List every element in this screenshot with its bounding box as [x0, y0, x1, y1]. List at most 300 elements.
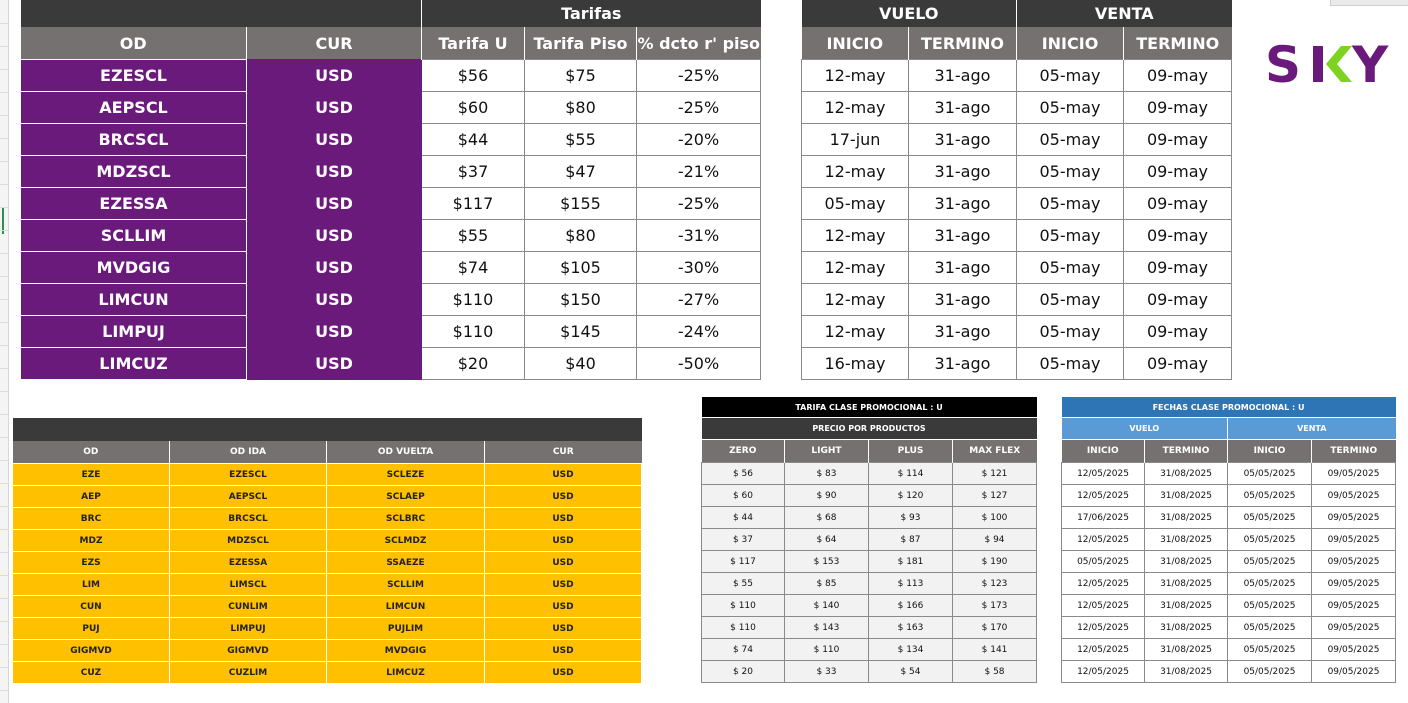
column-header-od[interactable]: OD: [13, 441, 170, 464]
sky-logo-y: Y: [1352, 38, 1389, 88]
table-cell[interactable]: $110: [422, 316, 525, 348]
table-cell[interactable]: 05-may: [1017, 60, 1124, 92]
table-cell[interactable]: EZESCL: [170, 464, 327, 486]
table-cell[interactable]: 31-ago: [909, 348, 1017, 380]
table-row: [1062, 463, 1396, 485]
od-table: [12, 418, 642, 684]
table-cell[interactable]: 16-may: [802, 348, 909, 380]
column-header-vuelo-inicio[interactable]: INICIO: [1062, 440, 1145, 463]
table-cell[interactable]: USD: [485, 640, 642, 662]
gutter-row-line: [0, 621, 8, 622]
table-cell[interactable]: $47: [525, 156, 637, 188]
table-cell[interactable]: LIMCUZ: [327, 662, 485, 684]
table-cell[interactable]: $ 94: [953, 529, 1037, 551]
table-cell[interactable]: 09/05/2025: [1312, 639, 1396, 661]
table-cell[interactable]: $ 140: [785, 595, 869, 617]
table-cell[interactable]: CUNLIM: [170, 596, 327, 618]
column-header-tarifa-u[interactable]: Tarifa U: [422, 27, 525, 60]
table-row: [702, 617, 1037, 639]
table-cell[interactable]: $ 68: [785, 507, 869, 529]
table-row: [802, 60, 1232, 92]
table-cell[interactable]: USD: [247, 60, 422, 92]
table-cell[interactable]: EZS: [13, 552, 170, 574]
tarifas-body: [21, 60, 761, 380]
table-row: [13, 486, 642, 508]
table-cell[interactable]: $80: [525, 220, 637, 252]
table-cell[interactable]: -30%: [637, 252, 761, 284]
table-cell[interactable]: 05-may: [1017, 124, 1124, 156]
table-row: [702, 639, 1037, 661]
table-cell[interactable]: USD: [485, 574, 642, 596]
promo-tarifa-title: TARIFA CLASE PROMOCIONAL : U: [702, 397, 1037, 418]
gutter-row-line: [0, 161, 8, 162]
table-cell[interactable]: 05-may: [802, 188, 909, 220]
table-cell[interactable]: USD: [485, 662, 642, 684]
table-cell[interactable]: $ 190: [953, 551, 1037, 573]
table-cell[interactable]: AEPSCL: [21, 92, 247, 124]
table-cell[interactable]: 12-may: [802, 284, 909, 316]
table-cell[interactable]: CUN: [13, 596, 170, 618]
table-cell[interactable]: BRCSCL: [170, 508, 327, 530]
promo-fechas-title: FECHAS CLASE PROMOCIONAL : U: [1062, 397, 1396, 418]
column-header-vuelo-termino[interactable]: TERMINO: [1145, 440, 1228, 463]
table-cell[interactable]: 31-ago: [909, 220, 1017, 252]
table-cell[interactable]: 31-ago: [909, 188, 1017, 220]
window-edge: [1330, 0, 1408, 6]
od-table-title-bar: [13, 418, 642, 441]
table-cell[interactable]: USD: [247, 156, 422, 188]
column-header-zero[interactable]: ZERO: [702, 440, 785, 463]
table-cell[interactable]: LIMPUJ: [170, 618, 327, 640]
table-cell[interactable]: $80: [525, 92, 637, 124]
venta-group-header: VENTA: [1017, 0, 1232, 27]
table-cell[interactable]: $ 74: [702, 639, 785, 661]
table-cell[interactable]: $20: [422, 348, 525, 380]
table-cell[interactable]: -25%: [637, 60, 761, 92]
table-cell[interactable]: PUJLIM: [327, 618, 485, 640]
table-cell[interactable]: $44: [422, 124, 525, 156]
table-cell[interactable]: 17/06/2025: [1062, 507, 1145, 529]
table-cell[interactable]: $ 110: [702, 617, 785, 639]
gutter-row-line: [0, 690, 8, 691]
table-cell[interactable]: $105: [525, 252, 637, 284]
table-cell[interactable]: AEPSCL: [170, 486, 327, 508]
table-row: [1062, 639, 1396, 661]
table-cell[interactable]: 31-ago: [909, 316, 1017, 348]
table-cell[interactable]: 05-may: [1017, 284, 1124, 316]
table-cell[interactable]: 09/05/2025: [1312, 617, 1396, 639]
table-cell[interactable]: $ 117: [702, 551, 785, 573]
table-cell[interactable]: USD: [247, 92, 422, 124]
table-cell[interactable]: 31-ago: [909, 60, 1017, 92]
gutter-row-line: [0, 253, 8, 254]
table-cell[interactable]: BRC: [13, 508, 170, 530]
table-cell[interactable]: 12-may: [802, 60, 909, 92]
table-cell[interactable]: 09-may: [1124, 252, 1232, 284]
table-cell[interactable]: 09-may: [1124, 220, 1232, 252]
table-cell[interactable]: 31/08/2025: [1145, 661, 1228, 683]
column-header-cur[interactable]: CUR: [247, 27, 422, 60]
table-cell[interactable]: $ 54: [869, 661, 953, 683]
table-cell[interactable]: -21%: [637, 156, 761, 188]
table-cell[interactable]: LIMCUZ: [21, 348, 247, 380]
gutter-row-line: [0, 345, 8, 346]
table-cell[interactable]: 31/08/2025: [1145, 529, 1228, 551]
gutter-row-line: [0, 368, 8, 369]
table-cell[interactable]: CUZLIM: [170, 662, 327, 684]
table-cell[interactable]: $ 56: [702, 463, 785, 485]
gutter-row-line: [0, 506, 8, 507]
table-cell[interactable]: $ 44: [702, 507, 785, 529]
table-cell[interactable]: MVDGIG: [21, 252, 247, 284]
table-cell[interactable]: 12/05/2025: [1062, 617, 1145, 639]
table-cell[interactable]: 05/05/2025: [1228, 463, 1312, 485]
table-cell[interactable]: 09/05/2025: [1312, 529, 1396, 551]
table-cell[interactable]: $ 113: [869, 573, 953, 595]
table-cell[interactable]: USD: [247, 124, 422, 156]
table-row: [702, 551, 1037, 573]
table-cell[interactable]: $ 110: [702, 595, 785, 617]
table-cell[interactable]: 09-may: [1124, 156, 1232, 188]
table-row: [21, 124, 761, 156]
table-cell[interactable]: SCLEZE: [327, 464, 485, 486]
table-cell[interactable]: 12-may: [802, 316, 909, 348]
table-cell[interactable]: $ 64: [785, 529, 869, 551]
table-cell[interactable]: 31/08/2025: [1145, 639, 1228, 661]
table-cell[interactable]: $ 181: [869, 551, 953, 573]
table-cell[interactable]: $155: [525, 188, 637, 220]
table-cell[interactable]: -50%: [637, 348, 761, 380]
table-row: [13, 574, 642, 596]
table-cell[interactable]: $ 153: [785, 551, 869, 573]
table-cell[interactable]: 09-may: [1124, 60, 1232, 92]
column-header-dcto[interactable]: % dcto r' piso: [637, 27, 761, 60]
table-cell[interactable]: USD: [247, 252, 422, 284]
table-cell[interactable]: USD: [485, 464, 642, 486]
table-row: [13, 552, 642, 574]
table-cell[interactable]: GIGMVD: [13, 640, 170, 662]
gutter-row-line: [0, 552, 8, 553]
gutter-row-line: [0, 46, 8, 47]
table-cell[interactable]: $ 37: [702, 529, 785, 551]
column-header-venta-termino[interactable]: TERMINO: [1312, 440, 1396, 463]
table-cell[interactable]: 09-may: [1124, 348, 1232, 380]
table-cell[interactable]: GIGMVD: [170, 640, 327, 662]
table-cell[interactable]: 05/05/2025: [1228, 551, 1312, 573]
table-cell[interactable]: 09/05/2025: [1312, 463, 1396, 485]
gutter-row-line: [0, 483, 8, 484]
table-cell[interactable]: 09-may: [1124, 188, 1232, 220]
table-row: [21, 92, 761, 124]
table-cell[interactable]: $150: [525, 284, 637, 316]
table-cell[interactable]: 31/08/2025: [1145, 485, 1228, 507]
table-cell[interactable]: USD: [247, 220, 422, 252]
table-cell[interactable]: 31/08/2025: [1145, 595, 1228, 617]
table-cell[interactable]: $ 163: [869, 617, 953, 639]
column-header-plus[interactable]: PLUS: [869, 440, 953, 463]
table-cell[interactable]: $ 120: [869, 485, 953, 507]
table-cell[interactable]: $60: [422, 92, 525, 124]
table-cell[interactable]: $ 90: [785, 485, 869, 507]
table-cell[interactable]: MDZSCL: [21, 156, 247, 188]
table-cell[interactable]: BRCSCL: [21, 124, 247, 156]
table-cell[interactable]: MVDGIG: [327, 640, 485, 662]
column-header-od-ida[interactable]: OD IDA: [170, 441, 327, 464]
table-cell[interactable]: $56: [422, 60, 525, 92]
fechas-body: [802, 60, 1232, 380]
table-cell[interactable]: 09/05/2025: [1312, 661, 1396, 683]
column-header-od-vuelta[interactable]: OD VUELTA: [327, 441, 485, 464]
table-cell[interactable]: $ 87: [869, 529, 953, 551]
table-cell[interactable]: 12-may: [802, 252, 909, 284]
table-row: [1062, 485, 1396, 507]
table-cell[interactable]: 09-may: [1124, 284, 1232, 316]
column-header-venta-inicio[interactable]: INICIO: [1017, 27, 1124, 60]
table-cell[interactable]: $ 58: [953, 661, 1037, 683]
fechas-table: [801, 0, 1232, 380]
table-cell[interactable]: $ 173: [953, 595, 1037, 617]
table-row: [702, 661, 1037, 683]
table-cell[interactable]: $ 100: [953, 507, 1037, 529]
gutter-row-line: [0, 644, 8, 645]
promo-venta-group-header: VENTA: [1228, 418, 1396, 440]
table-cell[interactable]: 05/05/2025: [1228, 595, 1312, 617]
sky-logo: [1265, 38, 1390, 88]
table-row: [21, 284, 761, 316]
table-cell[interactable]: 09/05/2025: [1312, 507, 1396, 529]
table-row: [13, 640, 642, 662]
table-cell[interactable]: 09/05/2025: [1312, 551, 1396, 573]
table-cell[interactable]: $ 134: [869, 639, 953, 661]
table-cell[interactable]: 31-ago: [909, 284, 1017, 316]
promo-fechas-body: [1062, 463, 1396, 683]
table-cell[interactable]: 31-ago: [909, 124, 1017, 156]
gutter-row-line: [0, 598, 8, 599]
table-cell[interactable]: 17-jun: [802, 124, 909, 156]
table-cell[interactable]: LIMCUN: [21, 284, 247, 316]
table-cell[interactable]: $ 55: [702, 573, 785, 595]
table-cell[interactable]: $ 141: [953, 639, 1037, 661]
table-cell[interactable]: 09-may: [1124, 316, 1232, 348]
tarifas-group-header: Tarifas: [422, 0, 761, 27]
table-cell[interactable]: $ 127: [953, 485, 1037, 507]
table-cell[interactable]: -25%: [637, 188, 761, 220]
table-cell[interactable]: MDZSCL: [170, 530, 327, 552]
table-cell[interactable]: 12/05/2025: [1062, 463, 1145, 485]
table-cell[interactable]: $ 123: [953, 573, 1037, 595]
table-cell[interactable]: $ 110: [785, 639, 869, 661]
table-cell[interactable]: 05-may: [1017, 188, 1124, 220]
table-cell[interactable]: $ 20: [702, 661, 785, 683]
table-cell[interactable]: EZE: [13, 464, 170, 486]
table-cell[interactable]: 12/05/2025: [1062, 661, 1145, 683]
table-cell[interactable]: 31/08/2025: [1145, 463, 1228, 485]
table-cell[interactable]: 05/05/2025: [1062, 551, 1145, 573]
column-header-cur[interactable]: CUR: [485, 441, 642, 464]
table-cell[interactable]: 12-may: [802, 92, 909, 124]
promo-tarifa-subtitle: PRECIO POR PRODUCTOS: [702, 418, 1037, 440]
table-cell[interactable]: $145: [525, 316, 637, 348]
table-cell[interactable]: $110: [422, 284, 525, 316]
table-cell[interactable]: 12-may: [802, 220, 909, 252]
table-cell[interactable]: EZESSA: [21, 188, 247, 220]
table-cell[interactable]: LIM: [13, 574, 170, 596]
table-row: [802, 316, 1232, 348]
table-cell[interactable]: -24%: [637, 316, 761, 348]
table-cell[interactable]: LIMPUJ: [21, 316, 247, 348]
table-cell[interactable]: SSAEZE: [327, 552, 485, 574]
table-cell[interactable]: $40: [525, 348, 637, 380]
table-cell[interactable]: USD: [485, 596, 642, 618]
table-cell[interactable]: 05/05/2025: [1228, 485, 1312, 507]
table-cell[interactable]: $ 93: [869, 507, 953, 529]
column-header-vuelo-inicio[interactable]: INICIO: [802, 27, 909, 60]
table-cell[interactable]: 09/05/2025: [1312, 573, 1396, 595]
table-cell[interactable]: 05/05/2025: [1228, 639, 1312, 661]
table-cell[interactable]: 05/05/2025: [1228, 507, 1312, 529]
gutter-row-line: [0, 184, 8, 185]
table-cell[interactable]: 05-may: [1017, 220, 1124, 252]
column-header-vuelo-termino[interactable]: TERMINO: [909, 27, 1017, 60]
table-cell[interactable]: $ 114: [869, 463, 953, 485]
table-row: [802, 92, 1232, 124]
table-cell[interactable]: 05-may: [1017, 316, 1124, 348]
table-row: [21, 220, 761, 252]
table-cell[interactable]: USD: [247, 348, 422, 380]
table-row: [702, 507, 1037, 529]
table-cell[interactable]: 31/08/2025: [1145, 507, 1228, 529]
table-cell[interactable]: 05/05/2025: [1228, 661, 1312, 683]
table-cell[interactable]: 31-ago: [909, 252, 1017, 284]
gutter-row-line: [0, 460, 8, 461]
table-cell[interactable]: 09/05/2025: [1312, 485, 1396, 507]
table-cell[interactable]: 31-ago: [909, 92, 1017, 124]
table-cell[interactable]: USD: [247, 316, 422, 348]
table-cell[interactable]: $ 83: [785, 463, 869, 485]
table-cell[interactable]: EZESSA: [170, 552, 327, 574]
table-cell[interactable]: -20%: [637, 124, 761, 156]
table-cell[interactable]: $37: [422, 156, 525, 188]
table-cell[interactable]: 31/08/2025: [1145, 573, 1228, 595]
table-cell[interactable]: LIMCUN: [327, 596, 485, 618]
table-row: [13, 508, 642, 530]
promo-fechas-table: [1061, 397, 1396, 683]
table-cell[interactable]: MDZ: [13, 530, 170, 552]
table-cell[interactable]: 12/05/2025: [1062, 485, 1145, 507]
table-row: [702, 529, 1037, 551]
table-cell[interactable]: 12-may: [802, 156, 909, 188]
table-row: [1062, 661, 1396, 683]
gutter-row-line: [0, 391, 8, 392]
table-cell[interactable]: SCLMDZ: [327, 530, 485, 552]
table-cell[interactable]: SCLAEP: [327, 486, 485, 508]
table-cell[interactable]: 09/05/2025: [1312, 595, 1396, 617]
table-row: [13, 618, 642, 640]
gutter-row-line: [0, 667, 8, 668]
table-cell[interactable]: 05/05/2025: [1228, 529, 1312, 551]
gutter-row-line: [0, 115, 8, 116]
table-cell[interactable]: $ 85: [785, 573, 869, 595]
table-cell[interactable]: 12/05/2025: [1062, 573, 1145, 595]
table-cell[interactable]: 05-may: [1017, 252, 1124, 284]
table-cell[interactable]: 31/08/2025: [1145, 617, 1228, 639]
table-cell[interactable]: SCLBRC: [327, 508, 485, 530]
table-cell[interactable]: USD: [485, 530, 642, 552]
table-cell[interactable]: $55: [525, 124, 637, 156]
column-header-tarifa-piso[interactable]: Tarifa Piso: [525, 27, 637, 60]
table-row: [802, 252, 1232, 284]
table-cell[interactable]: $ 60: [702, 485, 785, 507]
column-header-light[interactable]: LIGHT: [785, 440, 869, 463]
table-cell[interactable]: $ 170: [953, 617, 1037, 639]
table-cell[interactable]: PUJ: [13, 618, 170, 640]
sky-logo-s: S: [1265, 38, 1302, 88]
gutter-row-line: [0, 276, 8, 277]
table-cell[interactable]: 12/05/2025: [1062, 595, 1145, 617]
table-cell[interactable]: SCLLIM: [327, 574, 485, 596]
table-cell[interactable]: -27%: [637, 284, 761, 316]
table-cell[interactable]: CUZ: [13, 662, 170, 684]
promo-tarifa-table: [701, 397, 1037, 683]
table-cell[interactable]: 12/05/2025: [1062, 529, 1145, 551]
table-cell[interactable]: 05-may: [1017, 348, 1124, 380]
table-cell[interactable]: $117: [422, 188, 525, 220]
table-cell[interactable]: $75: [525, 60, 637, 92]
table-cell[interactable]: AEP: [13, 486, 170, 508]
table-cell[interactable]: 31-ago: [909, 156, 1017, 188]
table-cell[interactable]: -31%: [637, 220, 761, 252]
table-cell[interactable]: $ 166: [869, 595, 953, 617]
table-cell[interactable]: USD: [485, 552, 642, 574]
table-cell[interactable]: USD: [247, 284, 422, 316]
table-cell[interactable]: SCLLIM: [21, 220, 247, 252]
table-cell[interactable]: USD: [485, 618, 642, 640]
table-cell[interactable]: 12/05/2025: [1062, 639, 1145, 661]
table-row: [802, 220, 1232, 252]
table-cell[interactable]: 05/05/2025: [1228, 617, 1312, 639]
table-cell[interactable]: 31/08/2025: [1145, 551, 1228, 573]
column-header-od[interactable]: OD: [21, 27, 247, 60]
column-header-venta-inicio[interactable]: INICIO: [1228, 440, 1312, 463]
table-row: [1062, 529, 1396, 551]
table-cell[interactable]: $ 33: [785, 661, 869, 683]
table-cell[interactable]: EZESCL: [21, 60, 247, 92]
table-cell[interactable]: 09-may: [1124, 124, 1232, 156]
table-row: [702, 463, 1037, 485]
promo-tarifa-body: [702, 463, 1037, 683]
table-cell[interactable]: $ 143: [785, 617, 869, 639]
table-row: [802, 188, 1232, 220]
gutter-row-line: [0, 207, 8, 208]
column-header-max-flex[interactable]: MAX FLEX: [953, 440, 1037, 463]
table-row: [1062, 507, 1396, 529]
table-cell[interactable]: USD: [485, 508, 642, 530]
table-cell[interactable]: $ 121: [953, 463, 1037, 485]
table-cell[interactable]: -25%: [637, 92, 761, 124]
od-table-body: [13, 464, 642, 684]
table-cell[interactable]: 09-may: [1124, 92, 1232, 124]
table-cell[interactable]: 05/05/2025: [1228, 573, 1312, 595]
table-cell[interactable]: 05-may: [1017, 92, 1124, 124]
table-cell[interactable]: USD: [485, 486, 642, 508]
table-cell[interactable]: $55: [422, 220, 525, 252]
table-cell[interactable]: 05-may: [1017, 156, 1124, 188]
table-cell[interactable]: LIMSCL: [170, 574, 327, 596]
table-cell[interactable]: $74: [422, 252, 525, 284]
table-row: [802, 348, 1232, 380]
column-header-venta-termino[interactable]: TERMINO: [1124, 27, 1232, 60]
table-cell[interactable]: USD: [247, 188, 422, 220]
